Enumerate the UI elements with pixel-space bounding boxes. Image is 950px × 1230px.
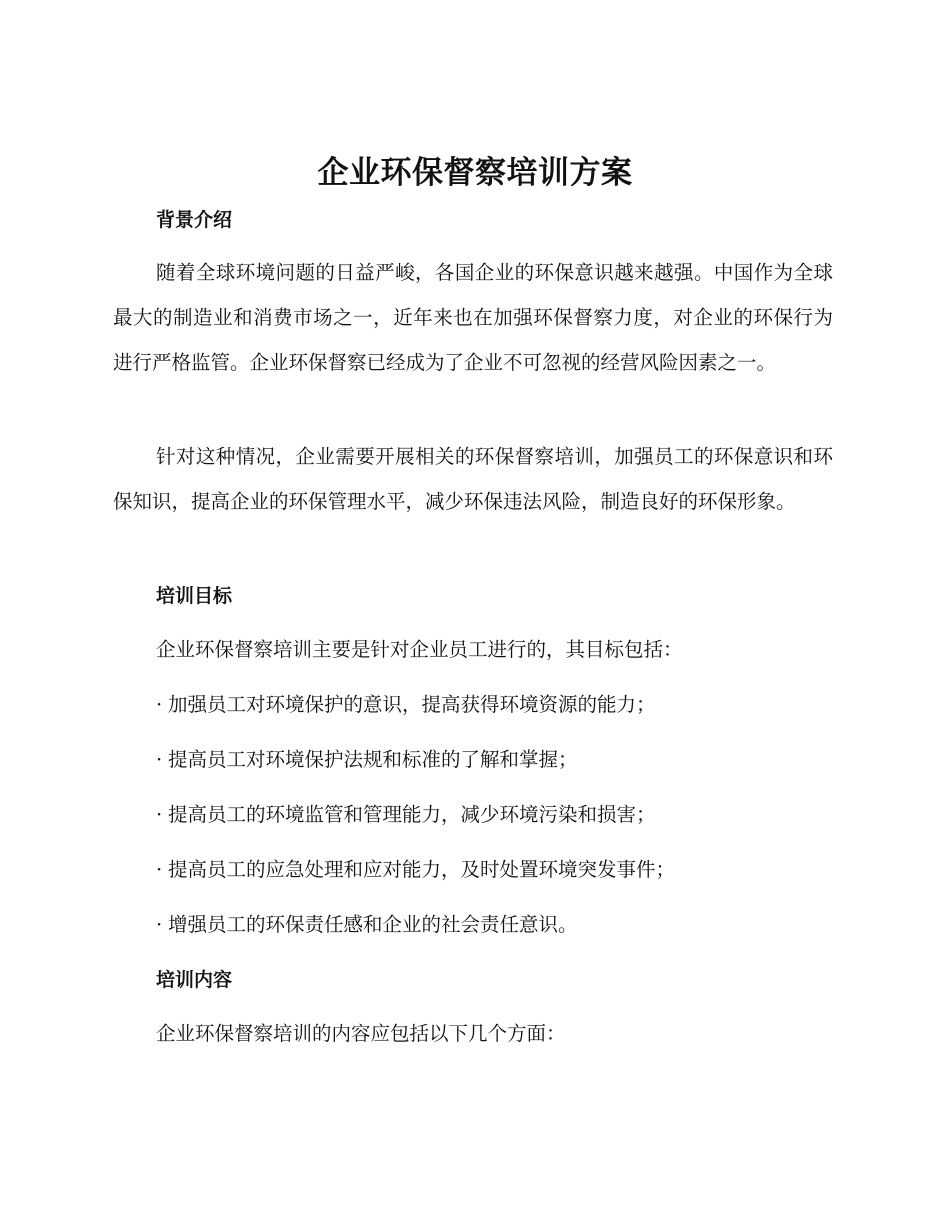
goal-list-item [156,801,656,829]
section-heading-content: 培训内容 [156,969,233,991]
bullet-icon: · [156,858,163,881]
bullet-icon: · [156,693,163,716]
goal-item-text: 提高员工的应急处理和应对能力，及时处置环境突发事件； [168,858,676,881]
goal-list-item [156,691,656,719]
goal-item-text: 增强员工的环保责任感和企业的社会责任意识。 [168,913,578,936]
goal-list-item [156,911,578,939]
content-intro: 企业环保督察培训的内容应包括以下几个方面： [156,1022,566,1045]
bullet-icon: · [156,913,163,936]
goal-item-text: 加强员工对环境保护的意识，提高获得环境资源的能力； [168,693,656,716]
goal-list-item [156,856,675,884]
background-paragraph-2: 针对这种情况，企业需要开展相关的环保督察培训，加强员工的环保意识和环保知识，提高企业的环保管理水平，减少环保违法风险，制造良好的环保形象。 [113,445,833,513]
document-title: 企业环保督察培训方案 [317,155,633,191]
goals-intro: 企业环保督察培训主要是针对企业员工进行的，其目标包括： [156,638,683,661]
background-paragraph-1: 随着全球环境问题的日益严峻，各国企业的环保意识越来越强。中国作为全球最大的制造业和消费市场之一，近年来也在加强环保督察力度，对企业的环保行为进行严格监管。企业环保督察已经成为了企业不可忽视的经营风险因素之一。 [113,261,833,374]
section-heading-goals: 培训目标 [156,585,233,607]
goal-item-text: 提高员工对环境保护法规和标准的了解和掌握； [168,748,578,771]
goal-item-text: 提高员工的环境监管和管理能力，减少环境污染和损害； [168,803,656,826]
bullet-icon: · [156,803,163,826]
bullet-icon: · [156,748,163,771]
goal-list-item [156,746,578,774]
section-heading-background: 背景介绍 [156,209,233,231]
